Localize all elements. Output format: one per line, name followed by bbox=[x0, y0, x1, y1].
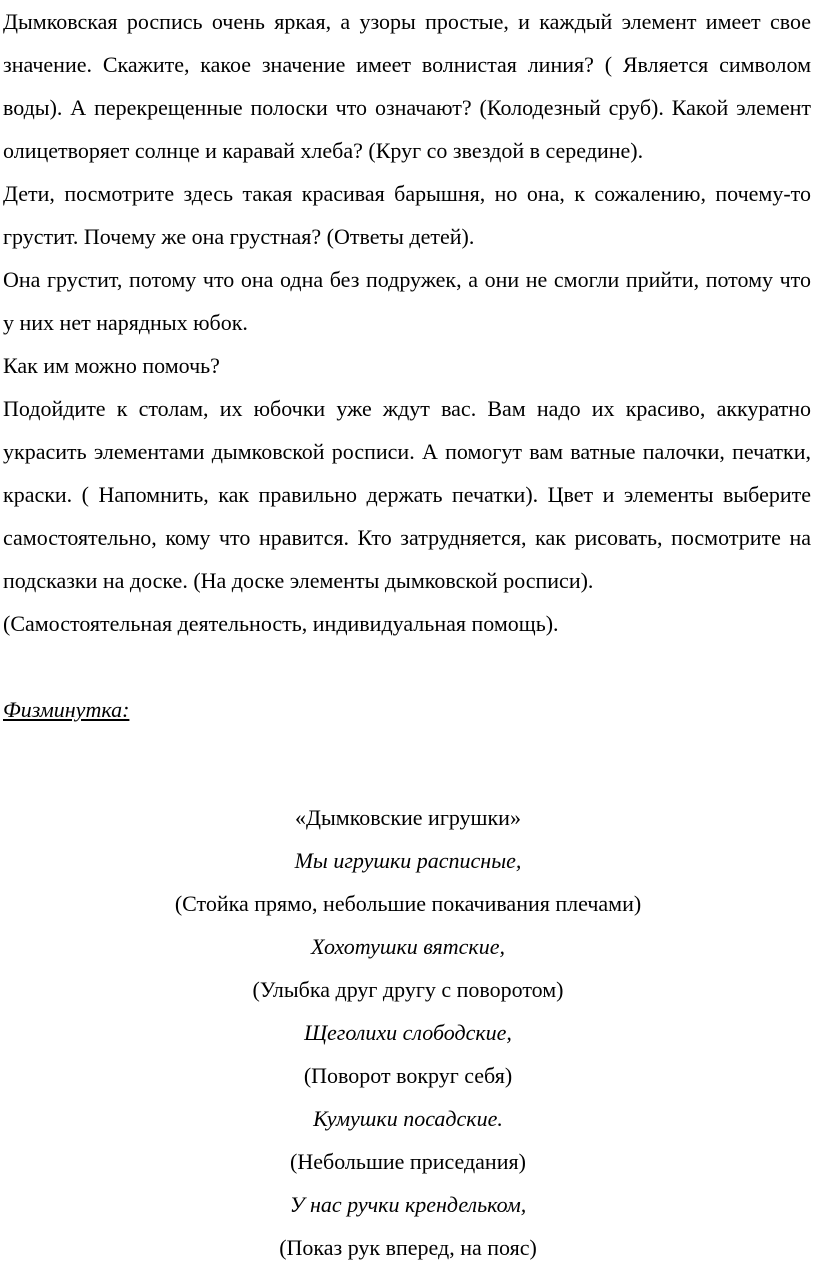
document-body bbox=[3, 0, 811, 731]
poem-line: Щеголихи слободские, bbox=[304, 1020, 512, 1045]
paragraph-independent-work: (Самостоятельная деятельность, индивидуальная помощь). bbox=[3, 611, 559, 636]
section-heading-fizminutka: Физминутка: bbox=[3, 697, 130, 722]
poem-instruction: (Стойка прямо, небольшие покачивания плечами) bbox=[174, 891, 642, 916]
poem-line: У нас ручки крендельком, bbox=[289, 1192, 527, 1217]
poem bbox=[0, 796, 816, 1269]
poem-instruction: (Улыбка друг другу с поворотом) bbox=[252, 977, 564, 1002]
poem-line: Хохотушки вятские, bbox=[311, 934, 505, 959]
blank-line bbox=[3, 645, 811, 688]
poem-line: Мы игрушки расписные, bbox=[294, 848, 522, 873]
poem-title: «Дымковские игрушки» bbox=[295, 805, 521, 830]
paragraph-how-help: Как им можно помочь? bbox=[3, 353, 220, 378]
poem-instruction: (Поворот вокруг себя) bbox=[303, 1063, 513, 1088]
poem-instruction: (Небольшие приседания) bbox=[290, 1149, 526, 1174]
paragraph-instructions: Подойдите к столам, их юбочки уже ждут вас. Вам надо их красиво, аккуратно украсить элементами дымковской росписи. А помогут вам ватные палочки, печатки, краски. ( Напомнить, как правильно держать печатки). Цвет и элементы выберите самостоятельно, кому что нравится. Кто затрудняется, как рисовать, посмотрите на подсказки на доске. (На доске элементы дымковской росписи). bbox=[3, 396, 811, 593]
poem-instruction: (Показ рук вперед, на пояс) bbox=[279, 1235, 537, 1260]
poem-line: Кумушки посадские. bbox=[313, 1106, 503, 1131]
paragraph-sad-lady: Дети, посмотрите здесь такая красивая барышня, но она, к сожалению, почему-то грустит. Почему же она грустная? (Ответы детей). bbox=[3, 181, 811, 249]
paragraph-dymkovo-meaning: Дымковская роспись очень яркая, а узоры простые, и каждый элемент имеет свое значение. Скажите, какое значение имеет волнистая линия? ( Является символом воды). А перекрещенные полоски что означают? (Колодезный сруб). Какой элемент олицетворяет солнце и каравай хлеба? (Круг со звездой в середине). bbox=[3, 9, 811, 163]
paragraph-no-friends: Она грустит, потому что она одна без подружек, а они не смогли прийти, потому что у них нет нарядных юбок. bbox=[3, 267, 811, 335]
